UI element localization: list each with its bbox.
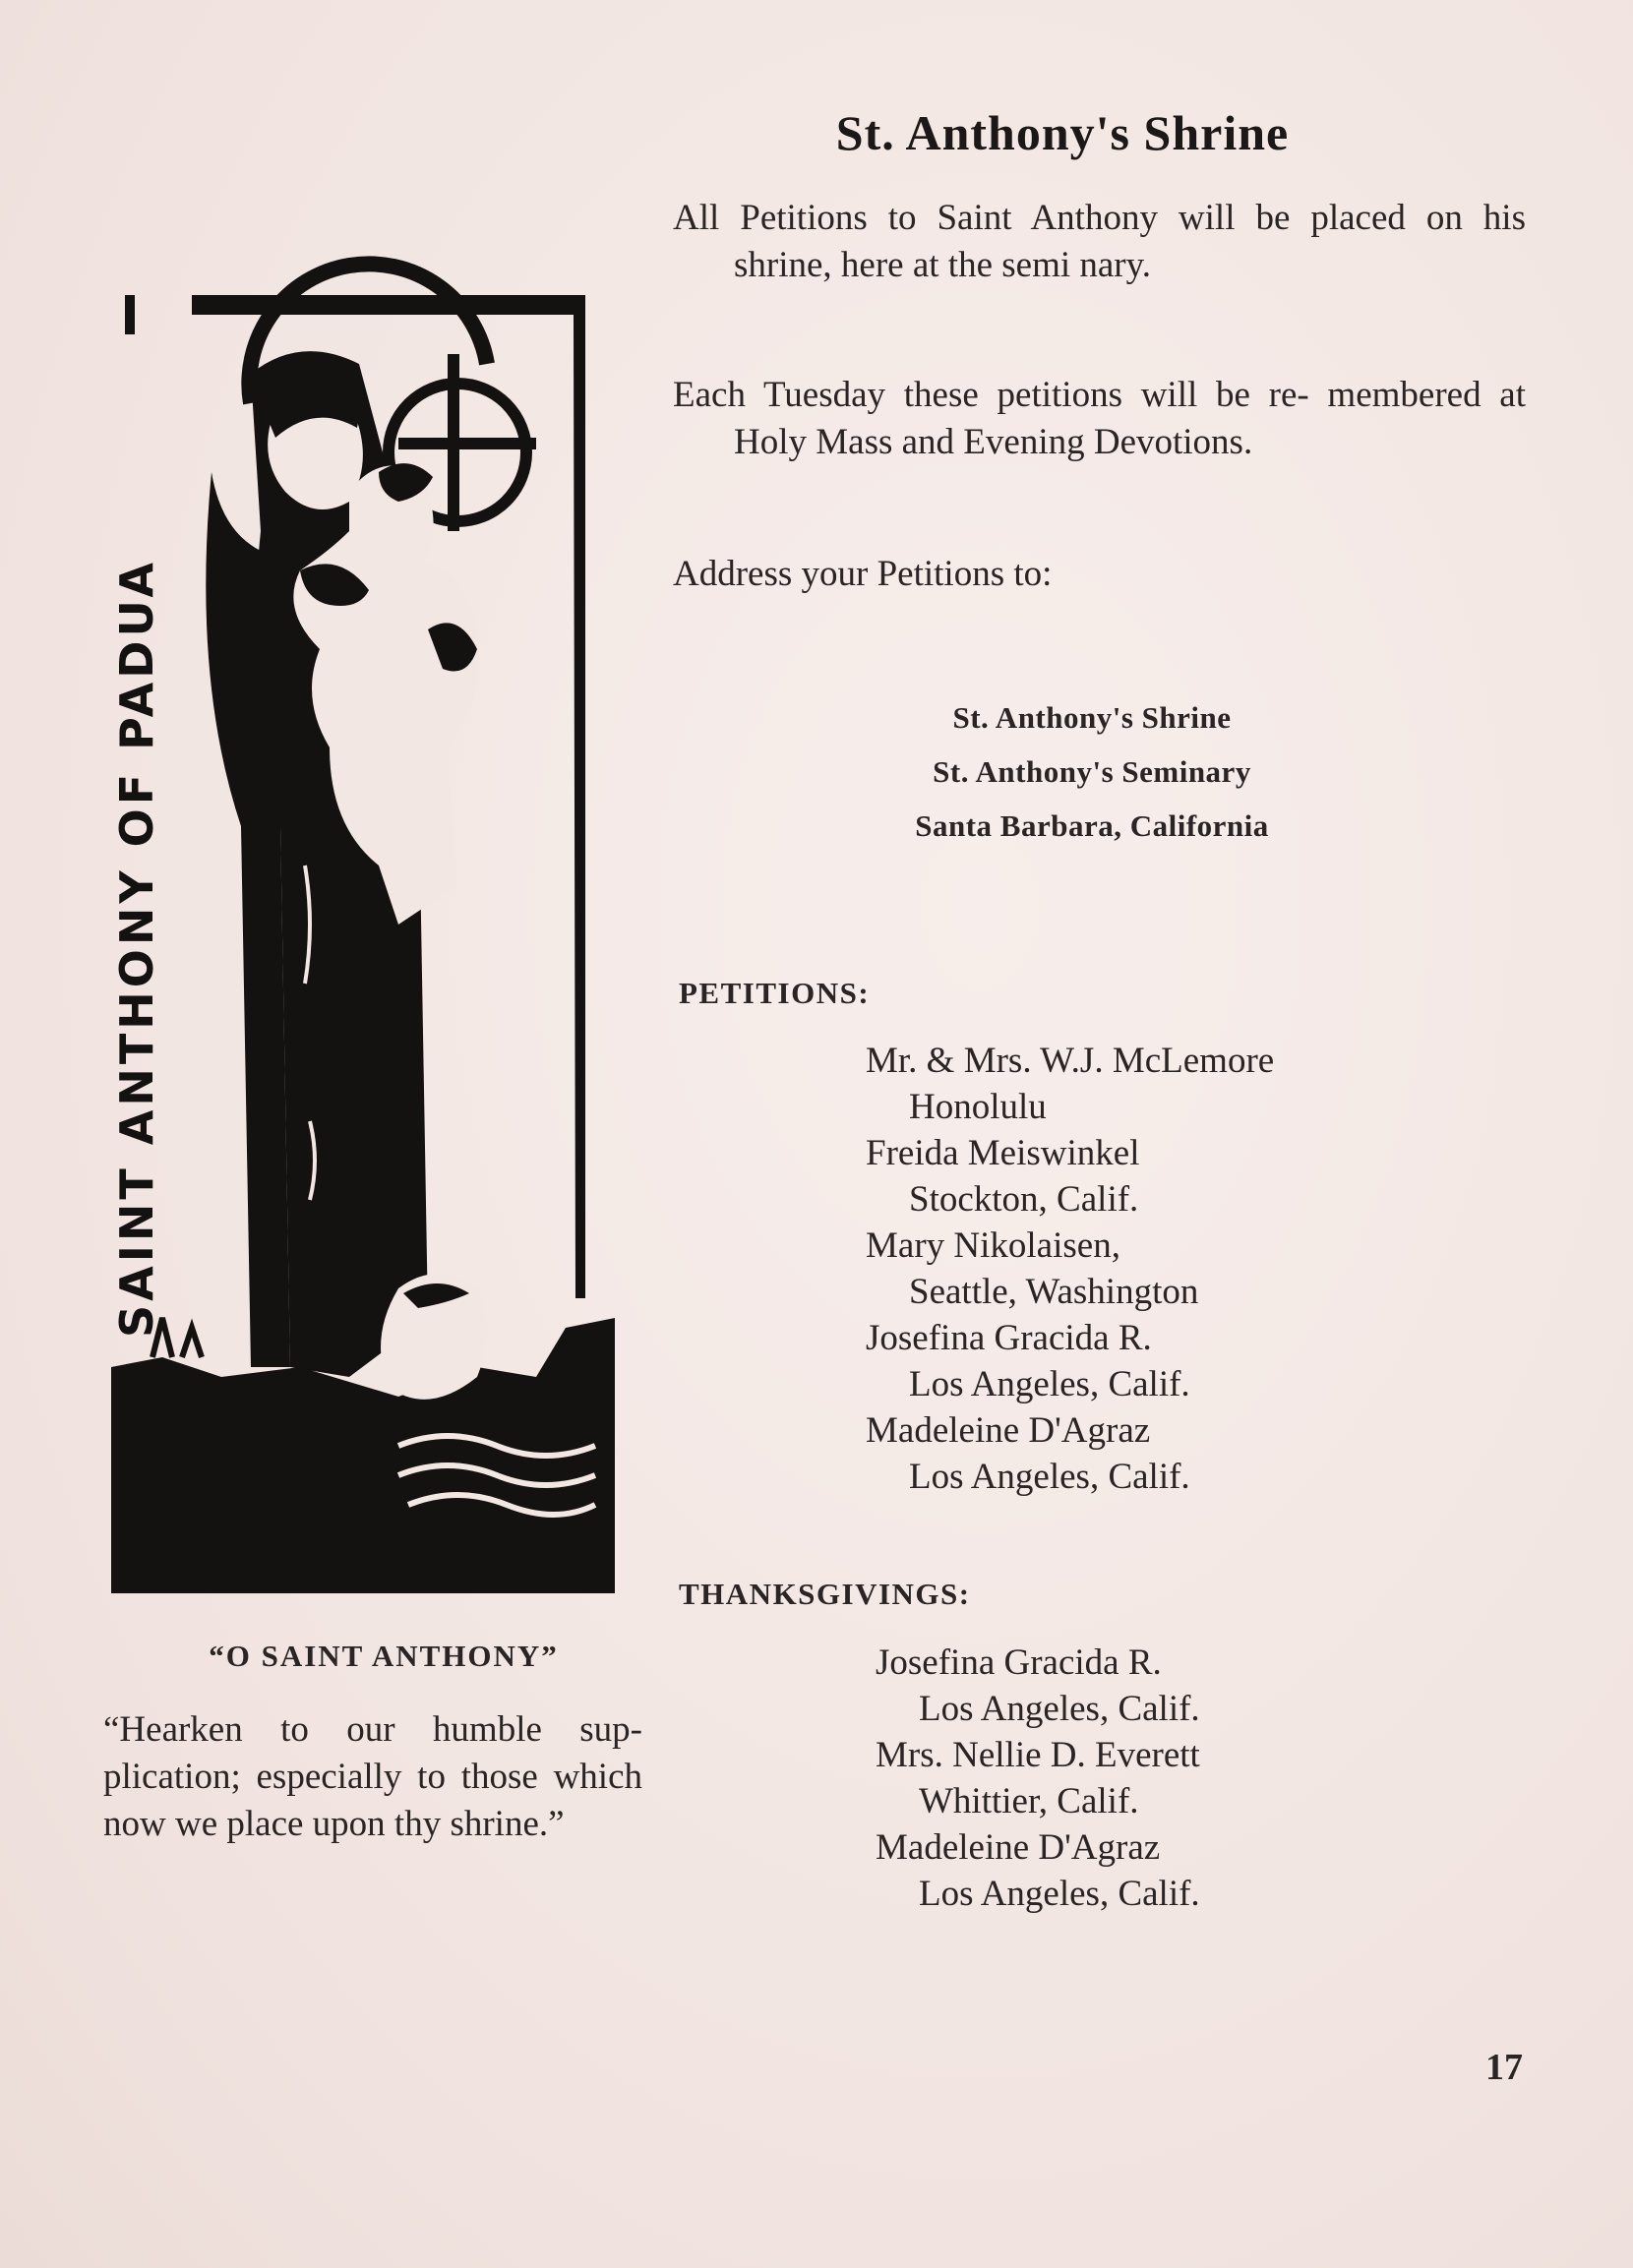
thanksgiving-name: Mrs. Nellie D. Everett [876,1735,1200,1775]
paragraph-petitions-placed: All Petitions to Saint Anthony will be placed on his shrine, here at the semi nary. [673,198,1526,285]
saint-anthony-woodcut [103,236,625,1613]
petition-name: Josefina Gracida R. [866,1318,1152,1358]
address-line: St. Anthony's Shrine [952,700,1232,735]
petition-name: Mary Nikolaisen, [866,1225,1120,1266]
address-line: Santa Barbara, California [915,808,1269,843]
petition-place: Los Angeles, Calif. [909,1457,1190,1497]
thanksgivings-list [876,1640,1200,1917]
thanksgiving-place: Los Angeles, Calif. [919,1874,1200,1914]
caption-text: “Hearken to our humble sup- plication; especially to those which now we place upon thy shrine.” [103,1709,642,1844]
petition-name: Madeleine D'Agraz [866,1410,1151,1451]
thanksgiving-name: Josefina Gracida R. [876,1642,1162,1683]
vertical-inscription: SAINT ANTHONY OF PADUA [110,559,163,1338]
page-number: 17 [1485,2047,1523,2088]
petitions-list [866,1038,1274,1500]
paragraph-address-intro: Address your Petitions to: [673,554,1053,594]
thanksgiving-name: Madeleine D'Agraz [876,1827,1161,1868]
thanksgiving-place: Los Angeles, Calif. [919,1689,1200,1729]
address-line: St. Anthony's Seminary [933,754,1251,789]
petition-name: Mr. & Mrs. W.J. McLemore [866,1041,1275,1081]
petition-place: Los Angeles, Calif. [909,1364,1190,1404]
petition-name: Freida Meiswinkel [866,1133,1140,1173]
petition-place: Seattle, Washington [909,1272,1199,1312]
page-title: St. Anthony's Shrine [835,105,1290,160]
thanksgivings-heading: THANKSGIVINGS: [679,1577,971,1611]
paragraph-tuesday-mass: Each Tuesday these petitions will be re- membered at Holy Mass and Evening Devotions. [673,375,1526,462]
thanksgiving-place: Whittier, Calif. [919,1781,1139,1821]
caption-title: “O SAINT ANTHONY” [209,1639,559,1673]
mailing-address [767,690,1417,853]
petition-place: Stockton, Calif. [909,1179,1139,1220]
petitions-heading: PETITIONS: [679,976,871,1010]
petition-place: Honolulu [909,1087,1047,1127]
